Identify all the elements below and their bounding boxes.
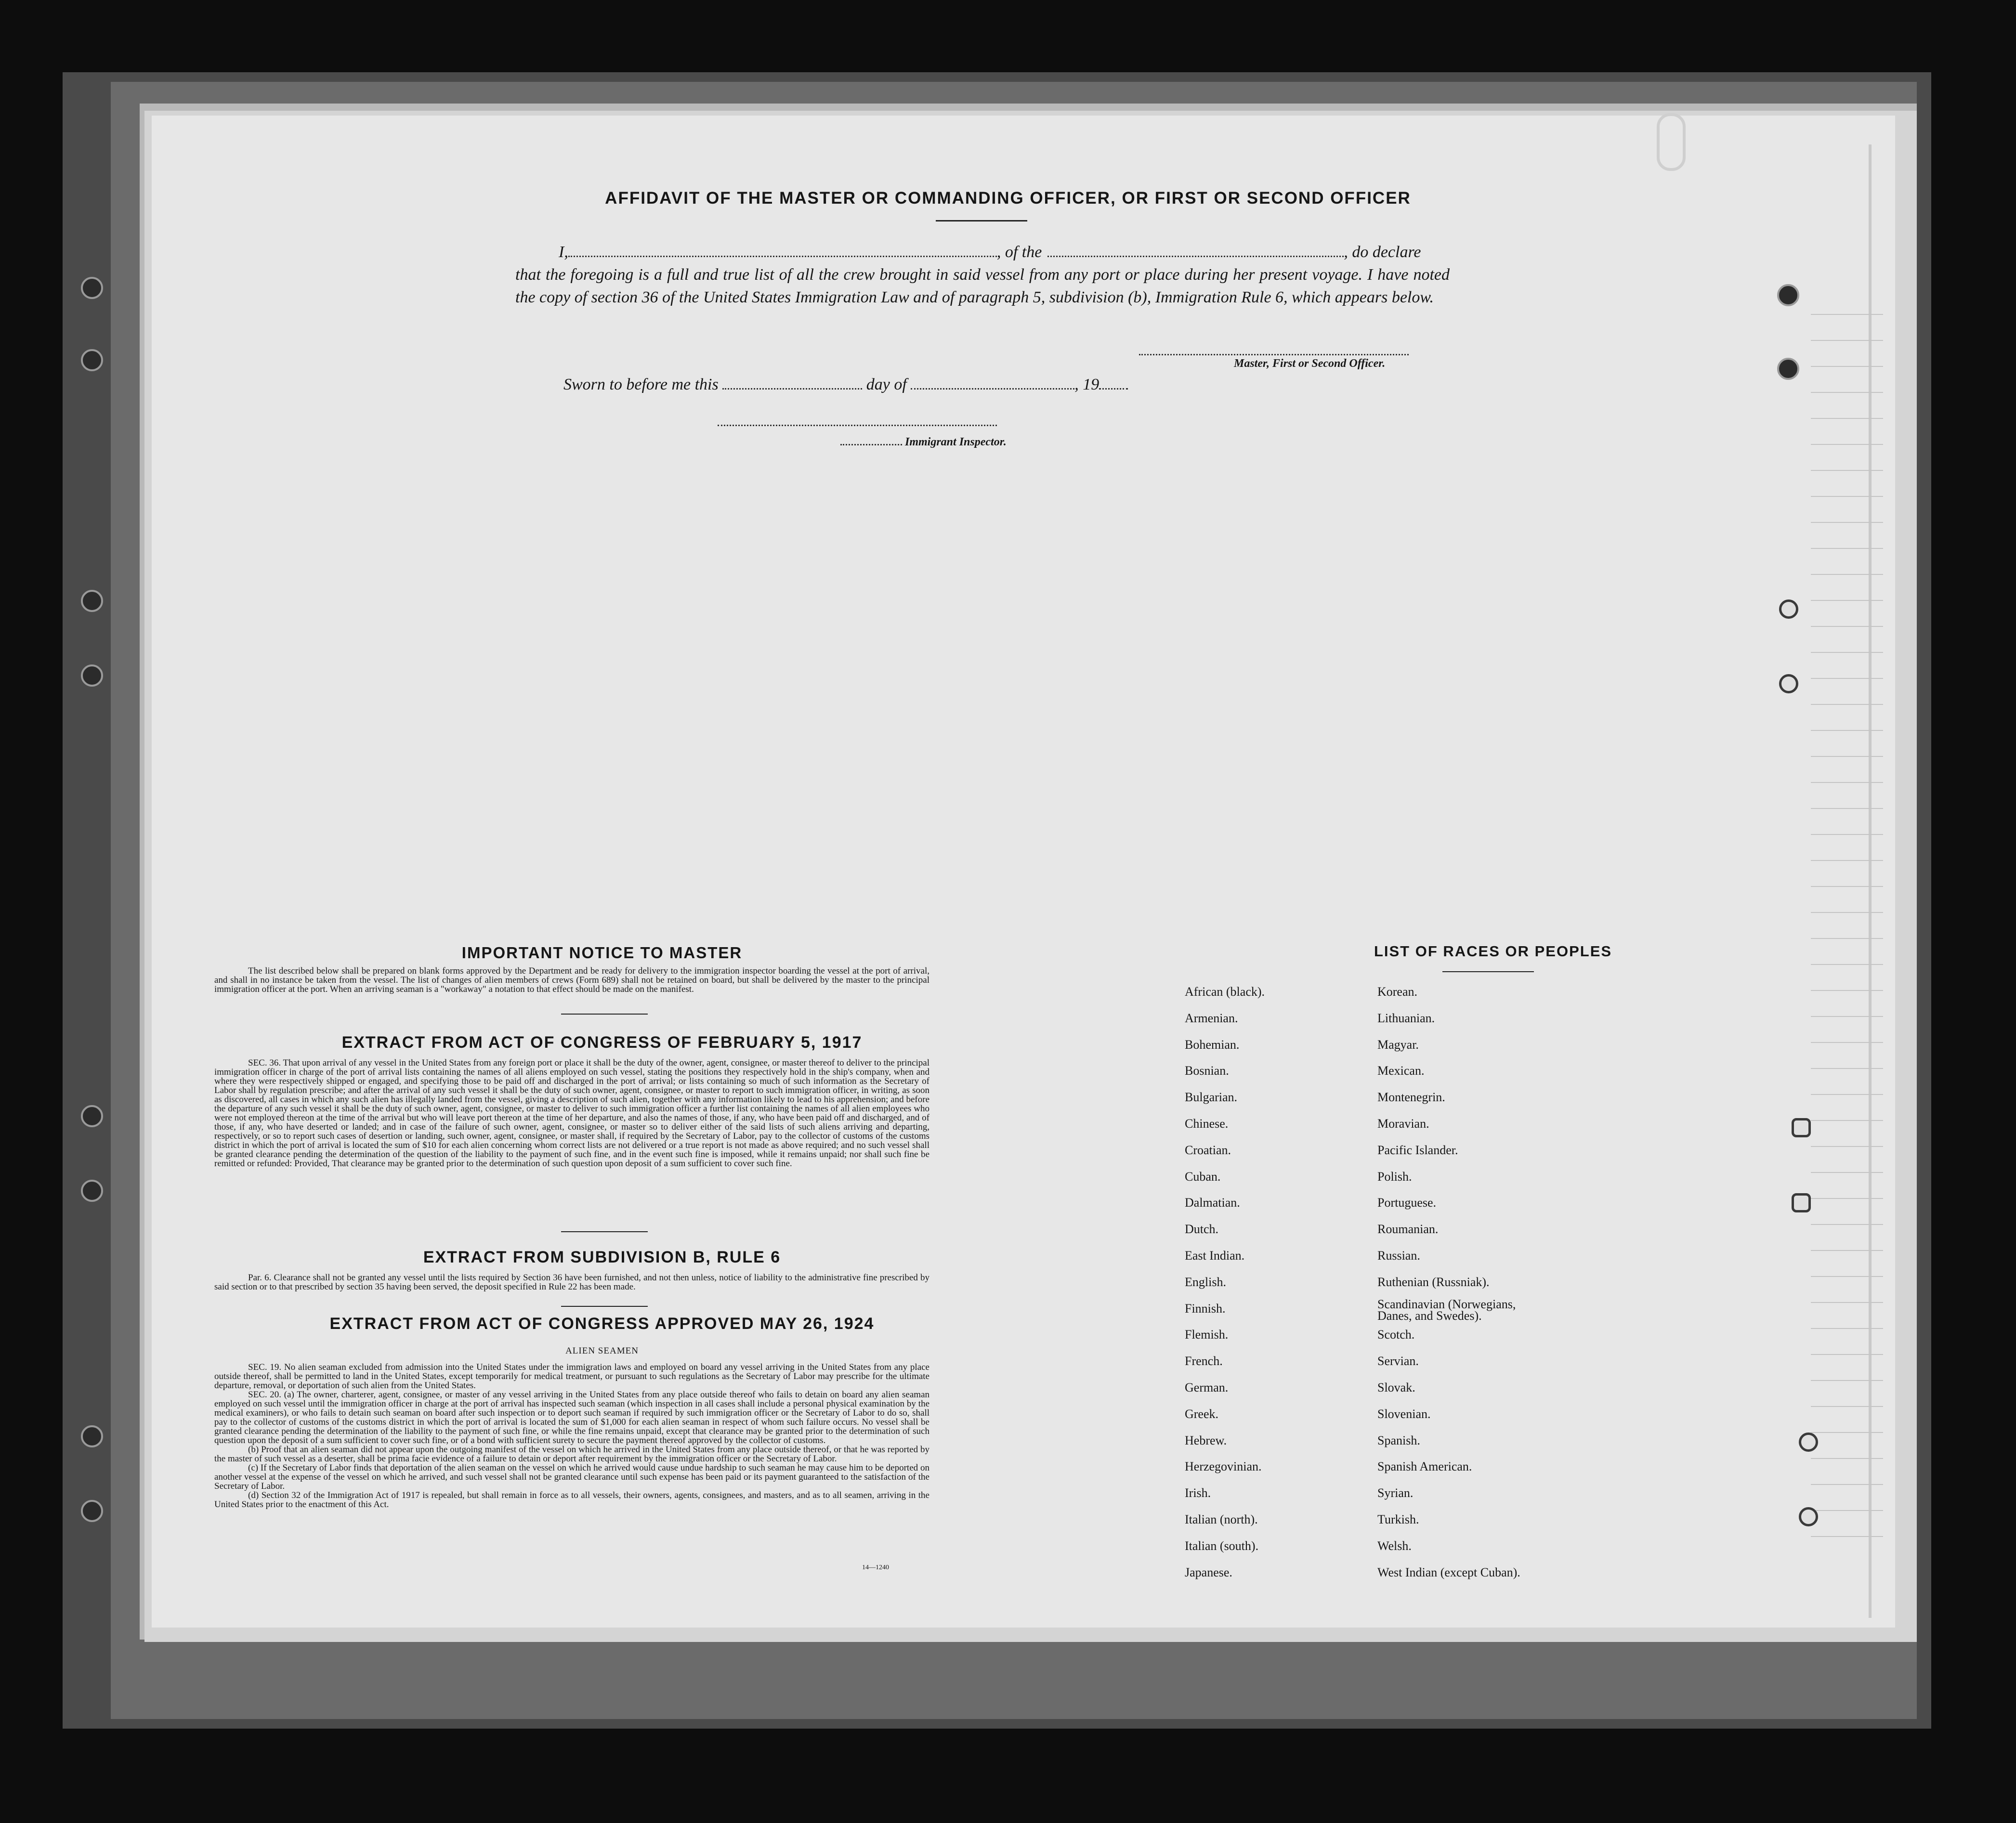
section-divider <box>561 1231 648 1232</box>
declare-do-label: , do declare <box>1344 243 1421 261</box>
race-item: German. <box>1185 1380 1229 1394</box>
race-item: Japanese. <box>1185 1565 1232 1579</box>
punch-hole <box>81 590 103 612</box>
race-item: East Indian. <box>1185 1249 1245 1263</box>
race-item: Syrian. <box>1377 1486 1414 1500</box>
inspector-line <box>840 436 1007 449</box>
race-item: Portuguese. <box>1377 1196 1437 1210</box>
sec-20c-paragraph: (c) If the Secretary of Labor finds that deportation of the alien seaman on the vessel on which he arrived would cause undue hardship to such seaman he may cause him to be deported on another vessel at the expense of the vessel on which he arrived, and such vessel shall not be granted clearance until such expense has been paid or its payment guaranteed to the satisfaction of the Secretary of Labor. <box>214 1463 929 1491</box>
races-right-column <box>1377 985 1599 1591</box>
affidavit-title: AFFIDAVIT OF THE MASTER OR COMMANDING OFFICER, OR FIRST OR SECOND OFFICER <box>605 189 1411 208</box>
race-item: Chinese. <box>1185 1117 1229 1131</box>
sec-19-paragraph: SEC. 19. No alien seaman excluded from admission into the United States under the immigration laws and employed on board any vessel arriving in the United States from any place outside thereof, shall be permitted to land in the United States, except temporarily for medical treatment, or pursuant to such regulations as the Secretary of Labor may prescribe for the ultimate departure, removal, or deportation of such alien from the United States. <box>214 1362 929 1391</box>
race-item: Turkish. <box>1377 1512 1419 1526</box>
race-item: Roumanian. <box>1377 1222 1439 1237</box>
signature-caption: Master, First or Second Officer. <box>1234 357 1386 370</box>
name-blank <box>568 253 997 257</box>
punch-hole <box>81 664 103 687</box>
race-item: West Indian (except Cuban). <box>1377 1565 1520 1579</box>
sworn-year-label: , 19 <box>1074 376 1100 393</box>
race-item: Bohemian. <box>1185 1037 1240 1052</box>
race-item: Slovak. <box>1377 1380 1415 1394</box>
sworn-prefix: Sworn to before me this <box>563 376 719 393</box>
sworn-line <box>563 376 1128 394</box>
punch-hole <box>81 277 103 299</box>
race-item: Finnish. <box>1185 1301 1226 1315</box>
race-item: Welsh. <box>1377 1538 1412 1553</box>
sec-20a-paragraph: SEC. 20. (a) The owner, charterer, agent, consignee, or master of any vessel arriving in the United States from any place outside thereof who fails to detain on board any alien seaman employed on such vessel until the immigration officer in charge at the port of arrival has inspected such seaman (which inspection in all cases shall include a personal physical examination by the medical examiners), or who fails to detain such seaman on board after such inspection or to deport such seaman if required by such immigration officer or the Secretary of Labor to do so, shall pay to the collector of customs of the customs district in which the port of arrival is located the sum of $1,000 for each alien seaman in respect of whom such failure occurs. No vessel shall be granted clearance pending the determination of the liability to the payment of such fine, or while the fine remains unpaid, except that clearance may be granted prior to the determination of such question upon the deposit of a sum sufficient to cover such fine, or of a bond with sufficient surety to secure the payment thereof approved by the collector of customs. <box>214 1390 929 1445</box>
affidavit-statement: that the foregoing is a full and true list of all the crew brought in said vessel from any port or place during her present voyage. I have noted the copy of section 36 of the United States Immigration Law and of paragraph 5, subdivision (b), Immigration Rule 6, which appears below. <box>515 266 1450 306</box>
section-divider <box>561 1014 648 1015</box>
sec-20b-paragraph: (b) Proof that an alien seaman did not appear upon the outgoing manifest of the vessel on which he arrived in the United States from any place outside thereof, or that he was reported by the master of such vessel as a deserter, shall be prima facie evidence of a failure to detain or deport after requirement by the immigration officer or the Secretary of Labor. <box>214 1445 929 1464</box>
punch-hole <box>81 1180 103 1202</box>
race-item: Dutch. <box>1185 1222 1219 1237</box>
section-36-paragraph: SEC. 36. That upon arrival of any vessel in the United States from any foreign port or place it shall be the duty of the owner, agent, consignee, or master thereof to deliver to the principal immigration officer in charge of the port of arrival lists containing the names of all aliens employed on such vessel, stating the positions they respectively hold in the ship's company, when and where they were respectively shipped or engaged, and specifying those to be paid off and discharged in the port of arrival; or lists containing so much of such information as the Secretary of Labor shall by regulation prescribe; and after the arrival of any such vessel it shall be the duty of such owner, agent, consignee, or master to report to such immigration officer, in writing, as soon as discovered, all cases in which any such alien has illegally landed from the vessel, giving a description of such alien, together with any information likely to lead to his apprehension; and before the departure of any such vessel it shall be the duty of such owner, agent, consignee, or master to deliver to such immigration officer a further list containing the names of all alien employees who were not employed thereon at the time of the arrival but who will leave port thereon at the time of her departure, and also the names of those, if any, who have been paid off and discharged, and of those, if any, who have deserted or landed; and in case of the failure of such owner, agent, consignee, or master so to deliver either of the said lists of such aliens arriving and departing, respectively, or so to report such cases of desertion or landing, such owner, agent, consignee, or master shall, if required by the Secretary of Labor, pay to the collector of customs of the customs district in which the port of arrival is located the sum of $10 for each alien concerning whom correct lists are not delivered or a true report is not made as above required; and no such vessel shall be granted clearance pending the determination of the question of the liability to the payment of such fine, and in the event such fine is imposed, while it remains unpaid; nor shall such fine be remitted or refunded: Provided, That clearance may be granted prior to the determination of such question upon deposit of a sum sufficient to cover such fine. <box>214 1058 929 1169</box>
punch-hole <box>1779 674 1798 693</box>
declare-of-the-label: , of the <box>996 243 1042 261</box>
par-6-paragraph: Par. 6. Clearance shall not be granted any vessel until the lists required by Section 36 have been furnished, and not then unless, notice of liability to the administrative fine prescribed by said section or to that prescribed by section 35 having been served, the deposit specified in Rule 22 has been made. <box>214 1273 929 1292</box>
race-item: Italian (north). <box>1185 1512 1258 1526</box>
notice-paragraph: The list described below shall be prepared on blank forms approved by the Department and be ready for delivery to the immigration inspector boarding the vessel at the port of arrival, and shall in no instance be taken from the vessel. The list of changes of alien members of crews (Form 689) shall not be retained on board, but shall be delivered by the master to the principal immigration officer at the port. When an arriving seaman is a "workaway" a notation to that effect should be made on the manifest. <box>214 966 929 994</box>
races-left-column <box>1185 985 1368 1591</box>
section-divider <box>561 1306 648 1307</box>
extract-rule6-text <box>214 1273 929 1291</box>
declaration-line <box>559 243 1421 261</box>
race-item: Armenian. <box>1185 1011 1238 1025</box>
punch-hole <box>81 1425 103 1447</box>
punch-hole <box>1792 1193 1811 1212</box>
race-item: Korean. <box>1377 985 1418 999</box>
race-item: Magyar. <box>1377 1037 1419 1052</box>
race-item: Servian. <box>1377 1354 1419 1368</box>
vessel-blank <box>1047 253 1344 257</box>
race-item: Mexican. <box>1377 1064 1425 1078</box>
race-item: Spanish American. <box>1377 1459 1472 1474</box>
race-item: English. <box>1185 1275 1226 1289</box>
race-item: Bosnian. <box>1185 1064 1229 1078</box>
race-item: Croatian. <box>1185 1143 1231 1157</box>
extract-1924-title: EXTRACT FROM ACT OF CONGRESS APPROVED MAY 26, 1924 <box>329 1315 875 1333</box>
notice-title: IMPORTANT NOTICE TO MASTER <box>461 944 743 962</box>
alien-seamen-subtitle: ALIEN SEAMEN <box>565 1346 639 1356</box>
extract-1924-text <box>214 1363 929 1509</box>
punch-hole <box>81 1500 103 1522</box>
race-item: Polish. <box>1377 1169 1412 1184</box>
punch-hole <box>1799 1432 1818 1452</box>
punch-hole <box>81 1105 103 1127</box>
race-item: Moravian. <box>1377 1117 1429 1131</box>
signature-line <box>1139 354 1409 355</box>
race-item: Dalmatian. <box>1185 1196 1240 1210</box>
extract-rule6-title: EXTRACT FROM SUBDIVISION B, RULE 6 <box>423 1248 781 1266</box>
race-item: Italian (south). <box>1185 1538 1259 1553</box>
race-item: Slovenian. <box>1377 1406 1431 1421</box>
races-title-underline <box>1442 971 1534 972</box>
punch-hole <box>1792 1118 1811 1137</box>
race-item: French. <box>1185 1354 1223 1368</box>
race-item: Irish. <box>1185 1486 1211 1500</box>
punch-hole <box>1777 284 1799 306</box>
ruled-margin-strip <box>1811 289 1883 1541</box>
race-item: Flemish. <box>1185 1328 1229 1342</box>
extract-1917-text <box>214 1058 929 1168</box>
race-item: Ruthenian (Russniak). <box>1377 1275 1490 1289</box>
punch-hole <box>1779 599 1798 619</box>
race-item: Herzegovinian. <box>1185 1459 1262 1474</box>
declare-i-label: I, <box>559 243 568 261</box>
title-underline <box>936 220 1027 221</box>
sworn-day-blank <box>722 385 862 390</box>
notice-text <box>214 966 929 994</box>
race-item: Lithuanian. <box>1377 1011 1435 1025</box>
sworn-day-label: day of <box>866 376 907 393</box>
punch-hole <box>1777 358 1799 380</box>
race-item: Montenegrin. <box>1377 1090 1445 1105</box>
punch-hole <box>1799 1507 1818 1526</box>
race-item: Greek. <box>1185 1406 1219 1421</box>
form-number: 14—1240 <box>862 1564 889 1571</box>
race-item: Scotch. <box>1377 1328 1415 1342</box>
race-item: Hebrew. <box>1185 1433 1227 1447</box>
race-item: Bulgarian. <box>1185 1090 1238 1105</box>
sworn-month-blank <box>911 385 1074 390</box>
race-item: African (black). <box>1185 985 1265 999</box>
race-item: Russian. <box>1377 1249 1420 1263</box>
races-title: LIST OF RACES OR PEOPLES <box>1374 943 1612 960</box>
sworn-year-blank <box>1099 385 1128 390</box>
inspector-caption: Immigrant Inspector. <box>905 436 1007 448</box>
sec-20d-paragraph: (d) Section 32 of the Immigration Act of 1917 is repealed, but shall remain in force as to all vessels, their owners, agents, consignees, and masters, and as to all seamen, arriving in the United States prior to the enactment of this Act. <box>214 1490 929 1510</box>
extract-1917-title: EXTRACT FROM ACT OF CONGRESS OF FEBRUARY 5, 1917 <box>341 1033 863 1052</box>
race-item: Spanish. <box>1377 1433 1420 1447</box>
race-item: Pacific Islander. <box>1377 1143 1458 1157</box>
race-item: Cuban. <box>1185 1169 1221 1184</box>
inspector-signature-line <box>718 425 997 426</box>
inspector-blank <box>840 441 902 445</box>
race-item: Scandinavian (Norwegians, Danes, and Swedes). <box>1377 1297 1516 1323</box>
punch-hole <box>81 349 103 371</box>
paper-clip <box>1657 113 1686 171</box>
